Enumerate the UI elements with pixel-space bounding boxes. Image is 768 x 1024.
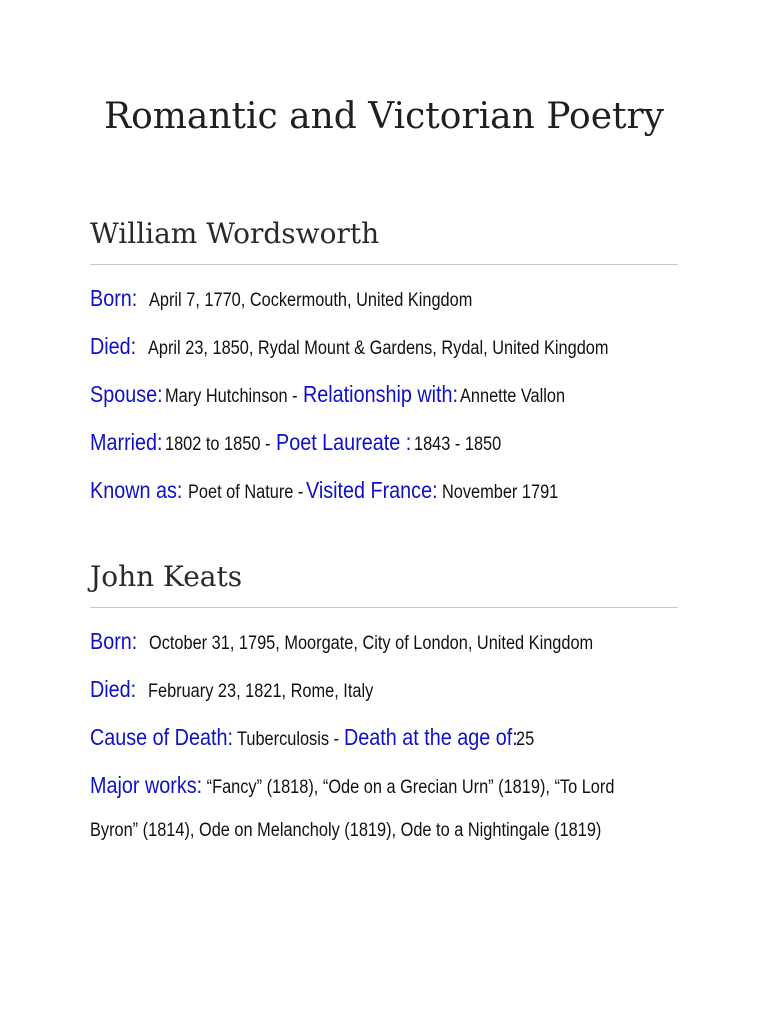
fact-label: Born:	[90, 285, 138, 311]
fact-label: Died:	[90, 676, 137, 702]
fact-value: Tuberculosis -	[236, 729, 339, 750]
fact-label: Relationship with:	[303, 381, 459, 407]
document-title: Romantic and Victorian Poetry	[103, 96, 665, 137]
fact-label: Death at the age of:	[343, 724, 518, 750]
fact-label: Born:	[90, 628, 138, 654]
section-divider	[90, 264, 678, 265]
fact-line-cause-of-death	[90, 718, 678, 766]
fact-major-works	[90, 764, 640, 852]
fact-line-born	[90, 622, 678, 670]
fact-line-died	[90, 670, 678, 718]
fact-label: Major works:	[90, 772, 203, 798]
fact-line-married	[90, 423, 678, 471]
fact-label: Married:	[90, 429, 163, 455]
fact-label: Known as:	[90, 477, 183, 503]
fact-label: Poet Laureate :	[275, 429, 412, 455]
section-heading: William Wordsworth	[90, 217, 380, 250]
fact-label: Cause of Death:	[90, 724, 233, 750]
fact-line-spouse	[90, 375, 678, 423]
fact-value: November 1791	[441, 482, 559, 503]
fact-line-died	[90, 327, 678, 375]
fact-label: Visited France:	[306, 477, 439, 503]
fact-value: Annette Vallon	[460, 386, 566, 407]
fact-value: 25	[516, 729, 535, 750]
fact-value: Mary Hutchinson -	[164, 386, 298, 407]
fact-value: April 23, 1850, Rydal Mount & Gardens, Rydal, United Kingdom	[148, 338, 609, 359]
section-divider	[90, 607, 678, 608]
fact-value: 1843 - 1850	[413, 434, 501, 455]
fact-line-known-as	[90, 471, 678, 519]
fact-value: “Fancy” (1818), “Ode on a Grecian Urn” (1819), “To Lord Byron” (1814), Ode on Melancholy (1819), Ode to a Nightingale (1819)	[90, 777, 615, 841]
fact-value: 1802 to 1850 -	[164, 434, 271, 455]
section-heading: John Keats	[90, 560, 243, 593]
fact-value: April 7, 1770, Cockermouth, United Kingdom	[149, 290, 473, 311]
fact-value: Poet of Nature -	[187, 482, 304, 503]
section-keats	[90, 559, 678, 852]
fact-value: February 23, 1821, Rome, Italy	[148, 681, 374, 702]
section-wordsworth	[90, 216, 678, 519]
fact-value: October 31, 1795, Moorgate, City of London, United Kingdom	[149, 633, 594, 654]
fact-label: Died:	[90, 333, 137, 359]
fact-label: Spouse:	[90, 381, 163, 407]
fact-line-born	[90, 279, 678, 327]
